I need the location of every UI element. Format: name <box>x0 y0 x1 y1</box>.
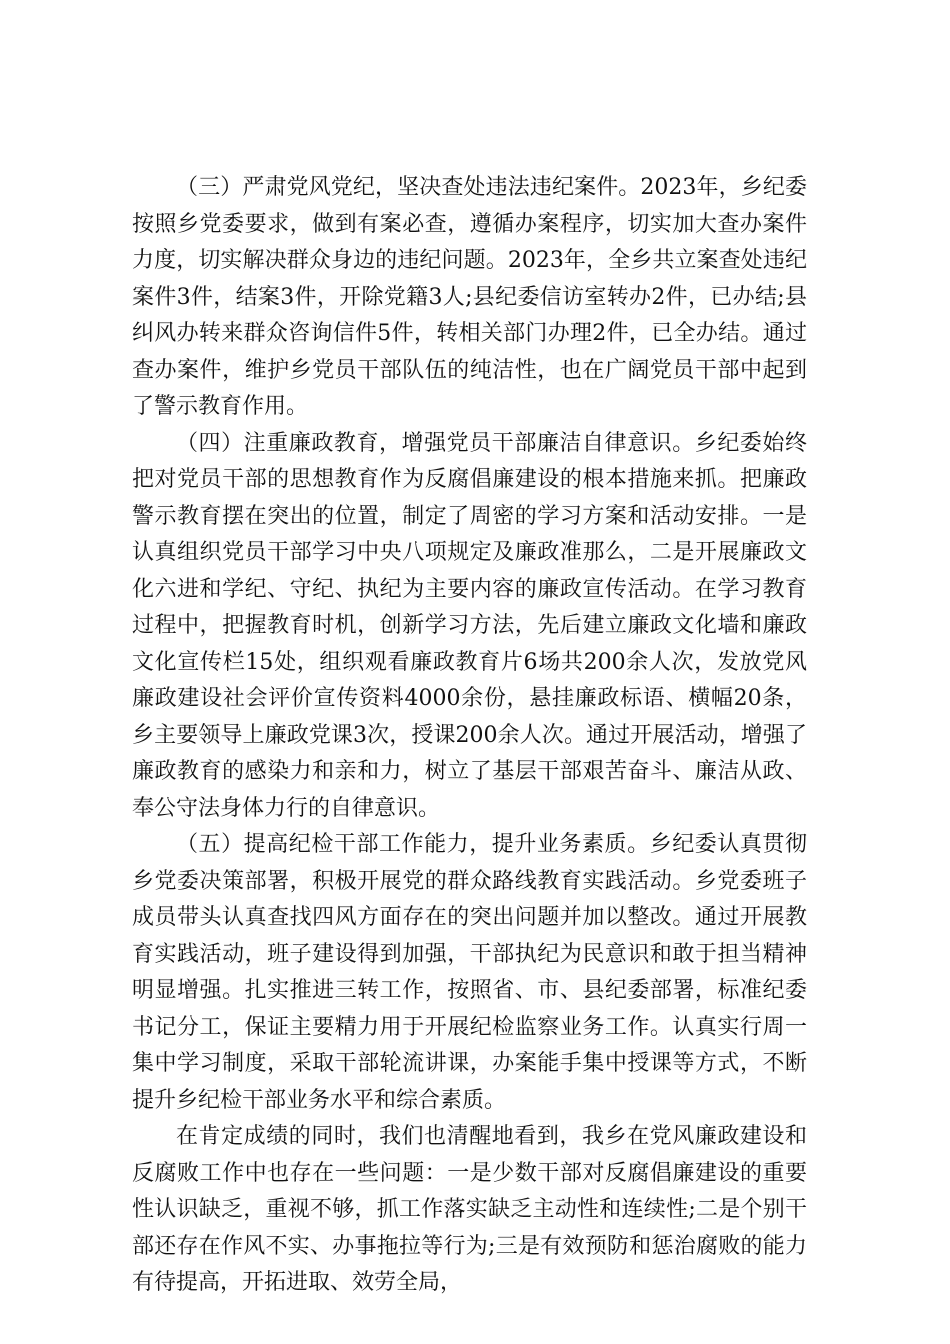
paragraph-integrity-education: （四）注重廉政教育，增强党员干部廉洁自律意识。乡纪委始终把对党员干部的思想教育作为反腐倡廉建设的根本措施来抓。把廉政警示教育摆在突出的位置，制定了周密的学习方案和活动安排。一是认真组织党员干部学习中央八项规定及廉政准那么，二是开展廉政文化六进和学纪、守纪、执纪为主要内容的廉政宣传活动。在学习教育过程中，把握教育时机，创新学习方法，先后建立廉政文化墙和廉政文化宣传栏15处，组织观看廉政教育片6场共200余人次，发放党风廉政建设社会评价宣传资料4000余份，悬挂廉政标语、横幅20条，乡主要领导上廉政党课3次，授课200余人次。通过开展活动，增强了廉政教育的感染力和亲和力，树立了基层干部艰苦奋斗、廉洁从政、奉公守法身体力行的自律意识。 <box>132 430 808 821</box>
paragraph-cadre-capability: （五）提高纪检干部工作能力，提升业务素质。乡纪委认真贯彻乡党委决策部署，积极开展党的群众路线教育实践活动。乡党委班子成员带头认真查找四风方面存在的突出问题并加以整改。通过开展教育实践活动，班子建设得到加强，干部执纪为民意识和敢于担当精神明显增强。扎实推进三转工作，按照省、市、县纪委部署，标准纪委书记分工，保证主要精力用于开展纪检监察业务工作。认真实行周一集中学习制度，采取干部轮流讲课，办案能手集中授课等方式，不断提升乡纪检干部业务水平和综合素质。 <box>132 832 807 1113</box>
document-body <box>132 170 807 1302</box>
paragraph-existing-problems: 在肯定成绩的同时，我们也清醒地看到，我乡在党风廉政建设和反腐败工作中也存在一些问题：一是少数干部对反腐倡廉建设的重要性认识缺乏，重视不够，抓工作落实缺乏主动性和连续性;二是个别干部还存在作风不实、办事拖拉等行为;三是有效预防和惩治腐败的能力有待提高，开拓进取、效劳全局， <box>132 1124 807 1295</box>
paragraph-discipline-cases: （三）严肃党风党纪，坚决查处违法违纪案件。2023年，乡纪委按照乡党委要求，做到有案必查，遵循办案程序，切实加大查办案件力度，切实解决群众身边的违纪问题。2023年，全乡共立案查处违纪案件3件，结案3件，开除党籍3人;县纪委信访室转办2件，已办结;县纠风办转来群众咨询信件5件，转相关部门办理2件，已全办结。通过查办案件，维护乡党员干部队伍的纯洁性，也在广阔党员干部中起到了警示教育作用。 <box>132 175 807 419</box>
